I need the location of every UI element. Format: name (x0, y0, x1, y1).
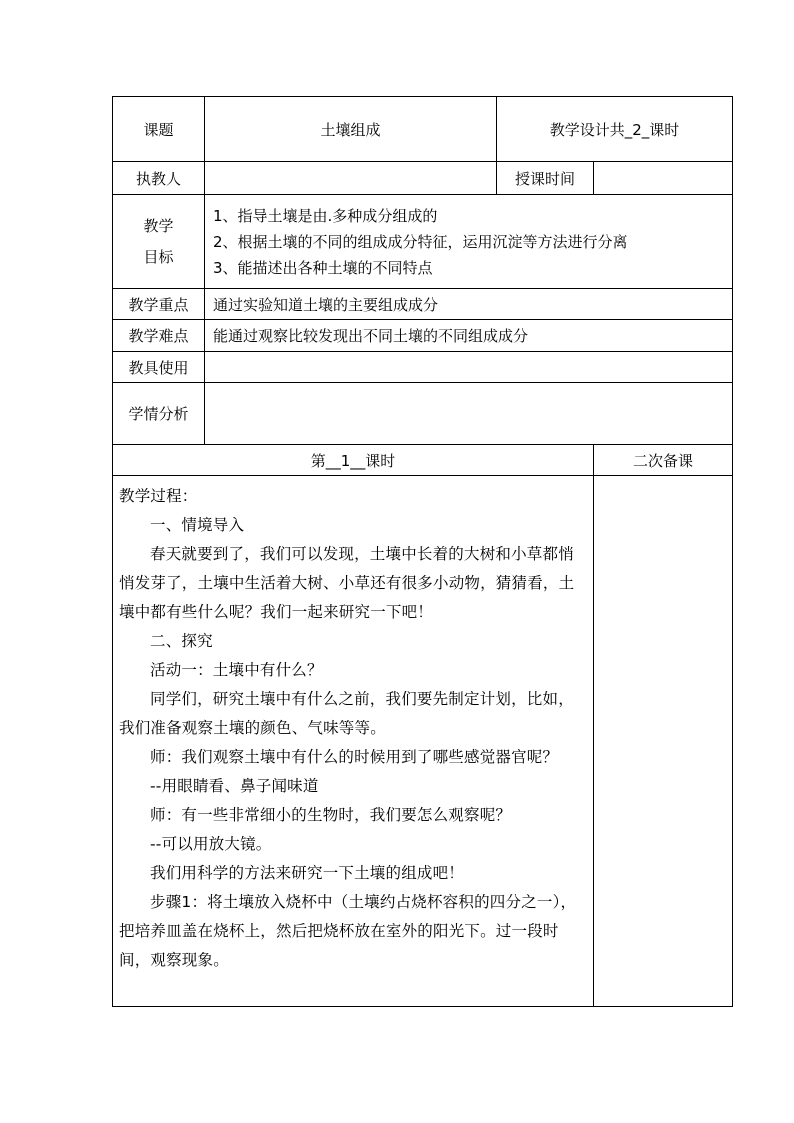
difficulties-label: 教学难点 (113, 320, 205, 352)
objectives-label-line1: 教学 (143, 216, 174, 235)
lesson-plan-table (112, 96, 733, 1007)
analysis-row (113, 383, 733, 445)
process-paragraph: 师：我们观察土壤中有什么的时候用到了哪些感觉器官呢？ (150, 748, 559, 766)
process-row (113, 476, 733, 1007)
second-prep-notes (594, 476, 733, 1007)
teaching-process (113, 476, 594, 1007)
session-row (113, 445, 733, 476)
topic-value: 土壤组成 (205, 97, 497, 162)
process-paragraph: --可以用放大镜。 (150, 835, 272, 853)
objective-item: 3、能描述出各种土壤的不同特点 (213, 258, 433, 277)
session-label: 第__1__课时 (113, 445, 594, 476)
class-time-label: 授课时间 (497, 162, 594, 195)
process-paragraph: 我们用科学的方法来研究一下土壤的组成吧！ (150, 864, 465, 882)
process-paragraph: 春天就要到了，我们可以发现，土壤中长着的大树和小草都悄悄发芽了，土壤中生活着大树、小草还有很多小动物，猜猜看，土壤中都有些什么呢？我们一起来研究一下吧！ (119, 545, 575, 621)
key-points-value: 通过实验知道土壤的主要组成成分 (205, 289, 733, 320)
objective-item: 1、指导土壤是由.多种成分组成的 (213, 206, 438, 225)
analysis-label: 学情分析 (113, 383, 205, 445)
design-info: 教学设计共_2_课时 (497, 97, 733, 162)
tools-value (205, 352, 733, 383)
process-paragraph: 二、探究 (150, 632, 213, 650)
teacher-value (205, 162, 497, 195)
tools-label: 教具使用 (113, 352, 205, 383)
process-paragraph: --用眼睛看、鼻子闻味道 (150, 777, 319, 795)
objectives-row (113, 195, 733, 289)
teacher-row (113, 162, 733, 195)
objectives-label (113, 195, 205, 289)
process-paragraph: 步骤1：将土壤放入烧杯中（土壤约占烧杯容积的四分之一），把培养皿盖在烧杯上，然后把烧杯放在室外的阳光下。过一段时间，观察现象。 (119, 893, 577, 969)
topic-label: 课题 (113, 97, 205, 162)
process-paragraph: 同学们，研究土壤中有什么之前，我们要先制定计划，比如，我们准备观察土壤的颜色、气味等等。 (119, 690, 574, 737)
process-paragraph: 一、情境导入 (150, 516, 245, 534)
class-time-value (594, 162, 733, 195)
second-prep-label: 二次备课 (594, 445, 733, 476)
teacher-label: 执教人 (113, 162, 205, 195)
process-heading: 教学过程： (119, 487, 198, 505)
process-paragraph: 活动一：土壤中有什么？ (150, 661, 323, 679)
objective-item: 2、根据土壤的不同的组成成分特征，运用沉淀等方法进行分离 (213, 232, 628, 251)
difficulties-value: 能通过观察比较发现出不同土壤的不同组成成分 (205, 320, 733, 352)
difficulties-row (113, 320, 733, 352)
topic-row (113, 97, 733, 162)
key-points-label: 教学重点 (113, 289, 205, 320)
key-points-row (113, 289, 733, 320)
objectives-list (205, 195, 733, 289)
tools-row (113, 352, 733, 383)
process-paragraph: 师：有一些非常细小的生物时，我们要怎么观察呢？ (150, 806, 512, 824)
analysis-value (205, 383, 733, 445)
objectives-label-line2: 目标 (143, 247, 174, 266)
